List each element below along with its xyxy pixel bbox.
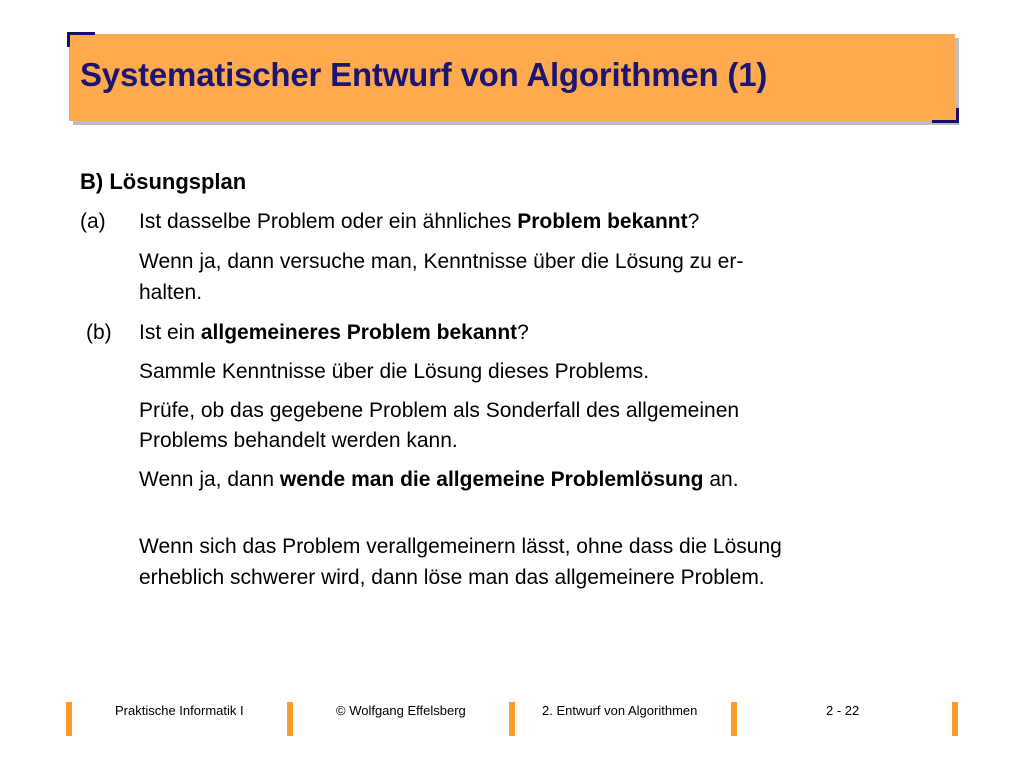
item-b-line2a: Prüfe, ob das gegebene Problem als Sonderfall des allgemeinen bbox=[139, 399, 740, 422]
item-b-line4b: erheblich schwerer wird, dann löse man das allgemeinere Problem. bbox=[139, 566, 765, 589]
item-a-answer-line1: Wenn ja, dann versuche man, Kenntnisse über die Lösung zu er- bbox=[139, 250, 744, 273]
item-b-line4a: Wenn sich das Problem verallgemeinern lässt, ohne dass die Lösung bbox=[139, 535, 782, 558]
footer-author: © Wolfgang Effelsberg bbox=[336, 703, 466, 718]
footer-separator bbox=[287, 702, 293, 736]
footer-page-number: 2 - 22 bbox=[826, 703, 860, 718]
section-heading: B) Lösungsplan bbox=[80, 169, 247, 194]
footer-course: Praktische Informatik I bbox=[115, 703, 244, 718]
item-b-line1: Sammle Kenntnisse über die Lösung dieses Problems. bbox=[139, 360, 650, 383]
title-corner-bracket-top-left bbox=[67, 32, 95, 47]
item-b-line2b: Problems behandelt werden kann. bbox=[139, 429, 458, 452]
item-b-line3: Wenn ja, dann wende man die allgemeine Problemlösung an. bbox=[139, 468, 739, 491]
item-b-question: Ist ein allgemeineres Problem bekannt? bbox=[139, 321, 529, 344]
footer-separator bbox=[509, 702, 515, 736]
item-a-question: Ist dasselbe Problem oder ein ähnliches Problem bekannt? bbox=[139, 210, 700, 233]
slide-title: Systematischer Entwurf von Algorithmen (1) bbox=[80, 56, 768, 93]
item-a-marker: (a) bbox=[80, 210, 106, 233]
footer-separator bbox=[731, 702, 737, 736]
title-corner-bracket-bottom-right bbox=[932, 108, 959, 123]
footer-separator bbox=[952, 702, 958, 736]
footer-separator bbox=[66, 702, 72, 736]
footer-chapter: 2. Entwurf von Algorithmen bbox=[542, 703, 698, 718]
item-b-marker: (b) bbox=[86, 321, 112, 344]
item-a-answer-line2: halten. bbox=[139, 281, 203, 304]
